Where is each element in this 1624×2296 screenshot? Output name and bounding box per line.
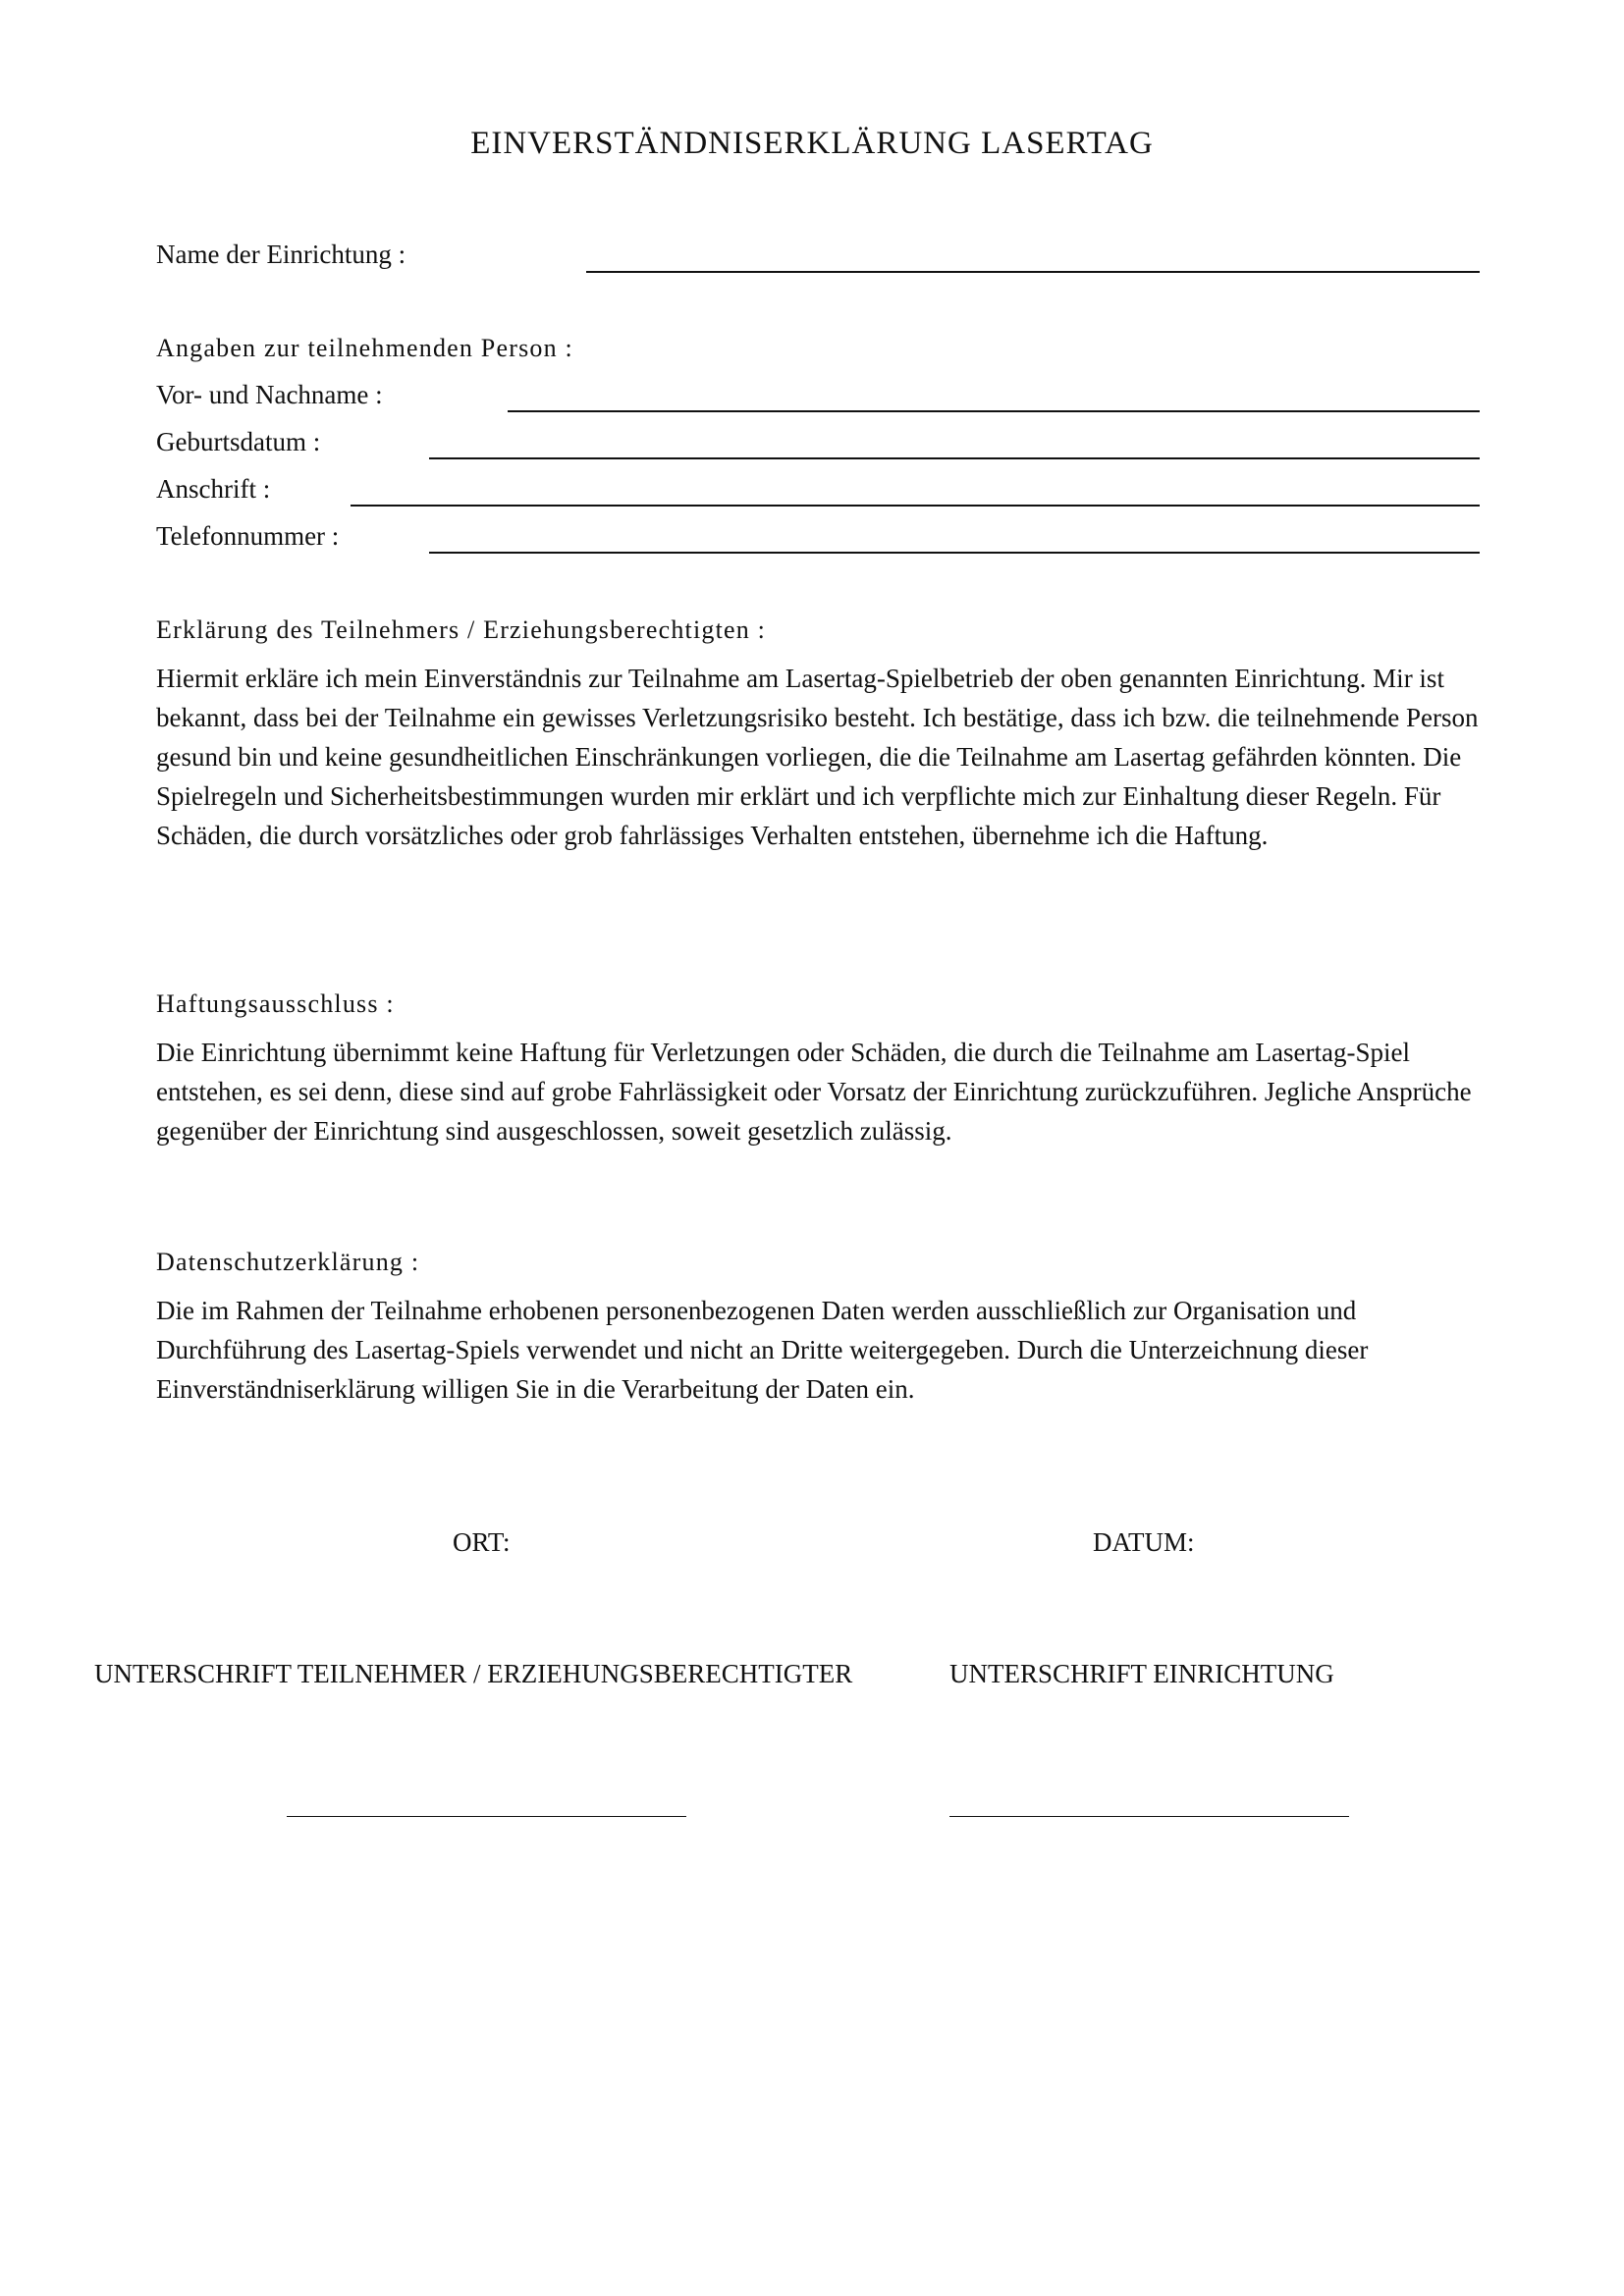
participant-signature-line[interactable] <box>287 1816 686 1817</box>
birthdate-field[interactable] <box>429 457 1480 459</box>
facility-name-field[interactable] <box>586 271 1480 273</box>
address-label: Anschrift : <box>156 474 271 504</box>
birthdate-label: Geburtsdatum : <box>156 427 321 456</box>
participant-heading: Angaben zur teilnehmenden Person : <box>156 334 573 362</box>
phone-field[interactable] <box>429 552 1480 554</box>
date-label: DATUM: <box>1093 1527 1195 1557</box>
facility-name-label: Name der Einrichtung : <box>156 240 406 269</box>
address-field[interactable] <box>351 505 1480 507</box>
place-label: ORT: <box>453 1527 511 1557</box>
privacy-heading: Datenschutzerklärung : <box>156 1248 420 1276</box>
facility-signature-label: UNTERSCHRIFT EINRICHTUNG <box>949 1659 1334 1688</box>
privacy-text: Die im Rahmen der Teilnahme erhobenen personenbezogenen Daten werden ausschließlich zur Organisation und Durchführung des Lasertag-Spiels verwendet und nicht an Dritte weitergegeben. Durch die Unterzeichnung dieser Einverständniserklärung willigen Sie in die Verarbeitung der Daten ein. <box>156 1296 1369 1404</box>
declaration-text: Hiermit erkläre ich mein Einverständnis zur Teilnahme am Lasertag-Spielbetrieb der oben genannten Einrichtung. Mir ist bekannt, dass bei der Teilnahme ein gewisses Verletzungsrisiko besteht. Ich bestätige, dass ich bzw. die teilnehmende Person gesund bin und keine gesundheitlichen Einschränkungen vorliegen, die die Teilnahme am Lasertag gefährden könnten. Die Spielregeln und Sicherheitsbestimmungen wurden mir erklärt und ich verpflichte mich zur Einhaltung dieser Regeln. Für Schäden, die durch vorsätzliches oder grob fahrlässiges Verhalten entstehen, übernehme ich die Haftung. <box>156 664 1479 850</box>
participant-signature-label: UNTERSCHRIFT TEILNEHMER / ERZIEHUNGSBERECHTIGTER <box>94 1659 853 1688</box>
phone-label: Telefonnummer : <box>156 521 340 551</box>
liability-heading: Haftungsausschluss : <box>156 989 395 1018</box>
facility-signature-line[interactable] <box>949 1816 1349 1817</box>
declaration-heading: Erklärung des Teilnehmers / Erziehungsberechtigten : <box>156 615 767 644</box>
document-title: EINVERSTÄNDNISERKLÄRUNG LASERTAG <box>470 126 1154 161</box>
liability-text: Die Einrichtung übernimmt keine Haftung für Verletzungen oder Schäden, die durch die Teilnahme am Lasertag-Spiel entstehen, es sei denn, diese sind auf grobe Fahrlässigkeit oder Vorsatz der Einrichtung zurückzuführen. Jegliche Ansprüche gegenüber der Einrichtung sind ausgeschlossen, soweit gesetzlich zulässig. <box>156 1038 1472 1146</box>
full-name-label: Vor- und Nachname : <box>156 380 383 409</box>
full-name-field[interactable] <box>508 410 1480 412</box>
